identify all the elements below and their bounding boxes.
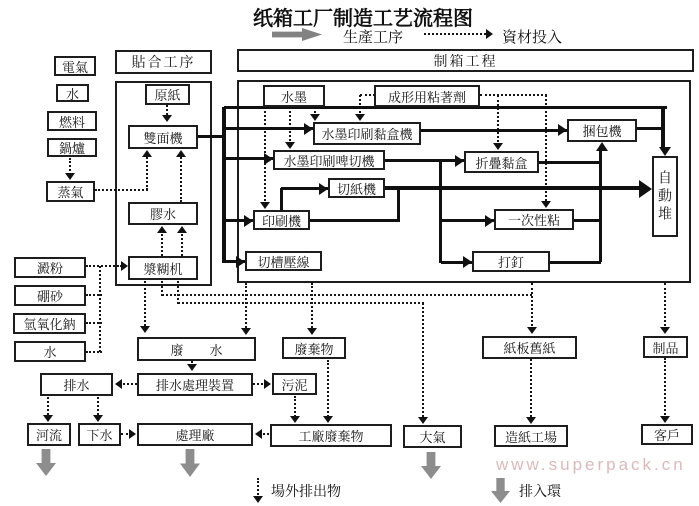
flow-node-heliu bbox=[27, 423, 71, 446]
flow-node-label-shuangmianji: 雙面機 bbox=[143, 130, 183, 146]
flow-node-label-kunbaoji: 捆包機 bbox=[582, 124, 622, 139]
flow-node-label-pieqieji: 水墨印刷啤切機 bbox=[283, 153, 375, 169]
flow-node-kehu bbox=[641, 424, 693, 445]
arrowhead-down-icon bbox=[241, 328, 251, 335]
flow-node-label-qiezhiji: 切紙機 bbox=[336, 181, 376, 197]
arrowhead-right-icon bbox=[121, 261, 128, 271]
flow-node-label-zidongdui: 自動堆 bbox=[657, 169, 673, 224]
flow-line-dotted bbox=[480, 94, 547, 96]
legend-material-label: 資材投入 bbox=[502, 29, 563, 46]
flow-line-solid bbox=[222, 107, 226, 263]
flow-node-label-yuanzhi: 原紙 bbox=[154, 88, 181, 103]
flow-line-solid bbox=[310, 219, 400, 222]
flow-line-solid bbox=[198, 135, 225, 138]
flow-line-dotted bbox=[530, 359, 532, 421]
env-discharge-arrow-icon bbox=[36, 449, 56, 476]
arrowhead-down-icon bbox=[355, 114, 365, 121]
flow-node-label-chulichang: 處理廠 bbox=[175, 428, 215, 443]
flow-node-label-chengxing: 成形用粘著劑 bbox=[387, 89, 466, 105]
flow-node-tiehe-header bbox=[115, 50, 212, 74]
flow-line-solid bbox=[397, 189, 400, 220]
flow-node-feishui bbox=[137, 337, 256, 361]
flow-node-label-nianheji: 水墨印刷黏盒機 bbox=[321, 127, 413, 142]
flow-node-zaozhichang bbox=[494, 425, 568, 447]
arrowhead-right-icon bbox=[319, 183, 328, 195]
arrowhead-down-icon bbox=[260, 202, 270, 209]
arrowhead-down-icon bbox=[323, 416, 333, 423]
flow-line-dotted bbox=[664, 358, 666, 419]
flow-node-label-heliu: 河流 bbox=[35, 428, 62, 443]
flow-line-solid bbox=[226, 127, 313, 130]
flow-line-solid bbox=[574, 219, 601, 222]
arrowhead-right-icon bbox=[129, 429, 136, 439]
flow-node-yuanzhi bbox=[145, 84, 190, 105]
arrowhead-right-icon bbox=[264, 379, 271, 389]
flow-line-dotted bbox=[86, 265, 122, 267]
arrowhead-right-icon bbox=[236, 256, 245, 268]
flow-node-label-zhengqi: 蒸氣 bbox=[57, 185, 84, 200]
page-title: 纸箱工厂制造工艺流程图 bbox=[253, 8, 473, 30]
flow-node-dianfen bbox=[14, 257, 86, 278]
flow-node-yinshuaji bbox=[253, 210, 310, 230]
flow-node-label-zhipin: 制品 bbox=[652, 340, 679, 356]
flow-node-label-wuni: 污泥 bbox=[281, 377, 308, 393]
flow-node-yicixing bbox=[494, 209, 574, 230]
arrowhead-up-icon bbox=[176, 150, 186, 157]
arrowhead-down-icon bbox=[65, 173, 75, 180]
flow-node-zhixiang-header bbox=[237, 49, 694, 72]
arrowhead-up-icon bbox=[596, 142, 608, 151]
arrowhead-down-icon bbox=[140, 326, 150, 333]
arrowhead-down-icon bbox=[526, 417, 536, 424]
flow-line-solid bbox=[280, 188, 283, 211]
flow-line-dotted bbox=[531, 283, 533, 330]
arrowhead-down-icon bbox=[187, 364, 197, 371]
flow-node-jianghuji bbox=[128, 256, 198, 280]
flow-line-solid bbox=[439, 160, 442, 263]
arrowhead-up-icon bbox=[177, 226, 187, 233]
flow-line-dotted bbox=[245, 283, 247, 331]
flow-line-solid bbox=[421, 129, 567, 132]
arrowhead-up-icon bbox=[142, 150, 152, 157]
flow-node-pengsha bbox=[14, 285, 86, 306]
arrowhead-down-icon bbox=[659, 147, 671, 156]
flow-line-solid bbox=[550, 261, 601, 264]
flow-node-shui-top bbox=[56, 84, 89, 102]
legend-production-label: 生產工序 bbox=[343, 29, 404, 46]
flow-node-label-jiaoshui: 膠水 bbox=[149, 207, 176, 222]
arrowhead-right-icon bbox=[455, 155, 464, 167]
flow-line-solid bbox=[599, 148, 602, 262]
watermark: www.superpack.cn bbox=[496, 455, 686, 474]
flow-node-gongchangfeiqiwu bbox=[270, 424, 392, 447]
arrowhead-down-icon bbox=[541, 201, 551, 208]
flow-node-shuangmianji bbox=[128, 125, 198, 149]
flow-node-xiashui bbox=[78, 423, 121, 446]
flow-node-pieqieji bbox=[273, 150, 385, 170]
flow-line-dotted bbox=[144, 281, 146, 329]
flow-line-dotted bbox=[360, 94, 375, 96]
flow-node-label-feishui: 廢 水 bbox=[170, 342, 223, 358]
flow-node-label-paishui: 排水 bbox=[63, 378, 90, 393]
arrowhead-right-icon bbox=[463, 256, 472, 268]
arrowhead-right-icon bbox=[485, 215, 494, 227]
arrowhead-right-icon bbox=[244, 215, 253, 227]
flow-line-dotted bbox=[95, 189, 148, 191]
flow-line-dotted bbox=[99, 266, 101, 352]
arrowhead-right-icon bbox=[264, 153, 273, 165]
flow-node-label-xiashui: 下水 bbox=[86, 428, 113, 443]
arrowhead-down-icon bbox=[253, 496, 263, 503]
flow-node-zhibanjiuzhi bbox=[482, 336, 577, 359]
env-discharge-arrow-icon bbox=[180, 449, 200, 477]
flow-node-ranliao bbox=[47, 111, 97, 131]
flow-line-dotted bbox=[86, 351, 102, 353]
flow-line-dotted bbox=[664, 283, 666, 330]
flow-node-label-daqi: 大氣 bbox=[419, 430, 446, 445]
arrowhead-down-icon bbox=[660, 416, 670, 423]
flow-line-dotted bbox=[162, 294, 532, 296]
flow-line-dotted bbox=[86, 294, 102, 296]
flow-line-dotted bbox=[422, 303, 424, 421]
flow-line-dotted bbox=[311, 283, 313, 331]
flow-node-label-dading: 打釘 bbox=[497, 255, 524, 270]
flow-node-paishuizhuangzhi bbox=[137, 373, 253, 396]
flow-node-paishui bbox=[40, 373, 113, 396]
flow-line-dotted bbox=[180, 154, 182, 202]
flow-node-label-zhibanjiuzhi: 紙板舊紙 bbox=[503, 341, 556, 356]
flow-node-label-shuimo: 水墨 bbox=[280, 89, 307, 105]
flow-node-label-kehu: 客戶 bbox=[653, 428, 680, 443]
flow-node-qingyanghuana bbox=[13, 313, 86, 334]
flow-line-dotted bbox=[177, 281, 179, 304]
flow-line-dotted bbox=[146, 154, 148, 190]
arrowhead-down-icon bbox=[493, 143, 503, 150]
flow-line-dotted bbox=[327, 360, 329, 420]
flow-line-solid bbox=[637, 127, 665, 130]
arrowhead-right-icon bbox=[558, 124, 567, 136]
flow-node-label-zhedie: 折疊黏盒 bbox=[475, 155, 528, 171]
arrowhead-down-icon bbox=[660, 327, 670, 334]
arrowhead-down-icon bbox=[93, 415, 103, 422]
arrowhead-down-icon bbox=[307, 328, 317, 335]
flow-node-daqi bbox=[403, 425, 462, 448]
arrowhead-right-icon bbox=[304, 123, 313, 135]
legend-discharge-label: 排入環 bbox=[519, 483, 561, 499]
flow-node-qiecao bbox=[245, 251, 322, 271]
env-discharge-arrow-icon bbox=[491, 478, 510, 503]
arrowhead-down-icon bbox=[527, 327, 537, 334]
flow-line-solid bbox=[539, 161, 602, 164]
flow-node-guolu bbox=[47, 138, 97, 157]
flow-node-label-ranliao: 燃料 bbox=[58, 114, 85, 130]
arrowhead-up-icon bbox=[157, 226, 167, 233]
flow-node-wuni bbox=[272, 373, 317, 395]
arrowhead-down-icon bbox=[43, 415, 53, 422]
arrowhead-down-icon bbox=[285, 142, 295, 149]
flow-node-zhedie bbox=[464, 151, 539, 173]
flow-node-zidongdui bbox=[652, 156, 678, 237]
flow-node-label-yicixing: 一次性粘 bbox=[507, 213, 560, 228]
flow-node-label-dianfen: 澱粉 bbox=[36, 261, 63, 276]
flow-node-chengxing bbox=[374, 85, 480, 107]
flow-line-dotted bbox=[181, 229, 183, 256]
flow-line-dotted bbox=[178, 302, 424, 304]
flow-node-label-dianqi: 電氣 bbox=[61, 59, 88, 75]
arrowhead-left-icon bbox=[255, 429, 262, 439]
arrowhead-right-icon bbox=[639, 180, 652, 198]
flow-node-label-paishuizhuangzhi: 排水處理裝置 bbox=[155, 378, 234, 393]
flow-node-label-zaozhichang: 造紙工場 bbox=[504, 429, 557, 445]
flow-node-label-zhixiang-header: 制箱工程 bbox=[433, 52, 498, 69]
arrowhead-right-icon bbox=[486, 29, 493, 39]
flow-node-label-tiehe-header: 貼合工序 bbox=[131, 54, 196, 70]
flow-node-label-gongchangfeiqiwu: 工廠廢棄物 bbox=[298, 429, 364, 444]
flow-node-zhengqi bbox=[46, 181, 95, 202]
flow-line-solid bbox=[385, 186, 641, 190]
flow-line-dotted bbox=[161, 229, 163, 256]
flow-node-label-yinshuaji: 印刷機 bbox=[261, 213, 301, 229]
flow-node-label-guolu: 鍋爐 bbox=[58, 141, 85, 156]
flow-line-dotted bbox=[289, 107, 291, 145]
flow-line-dotted bbox=[86, 322, 102, 324]
legend-offsite-label: 場外排出物 bbox=[271, 483, 341, 499]
flow-node-dading bbox=[472, 251, 550, 272]
flow-node-shui-bottom bbox=[14, 341, 86, 362]
flow-node-label-qingyanghuana: 氫氧化鈉 bbox=[23, 317, 76, 332]
flow-node-feiqiwu bbox=[282, 337, 346, 359]
flow-node-chulichang bbox=[137, 423, 253, 446]
flow-node-label-qiecao: 切槽壓線 bbox=[257, 254, 310, 270]
flow-node-label-pengsha: 硼砂 bbox=[36, 289, 63, 304]
flow-node-label-feiqiwu: 廢棄物 bbox=[294, 341, 334, 357]
arrowhead-down-icon bbox=[290, 416, 300, 423]
flow-line-solid bbox=[385, 159, 464, 162]
flow-node-nianheji bbox=[313, 122, 421, 145]
flow-node-shuimo bbox=[263, 85, 325, 107]
flow-node-label-shui-top: 水 bbox=[65, 86, 79, 102]
arrowhead-down-icon bbox=[418, 417, 428, 424]
arrowhead-down-icon bbox=[310, 114, 320, 121]
flow-node-label-shui-bottom: 水 bbox=[43, 345, 57, 360]
flow-node-zhipin bbox=[643, 336, 688, 358]
arrowhead-down-icon bbox=[162, 115, 172, 122]
arrowhead-left-icon bbox=[115, 379, 122, 389]
env-discharge-arrow-icon bbox=[421, 452, 441, 479]
flow-line-dotted bbox=[497, 95, 499, 146]
flow-line-dotted bbox=[424, 33, 486, 35]
flow-node-kunbaoji bbox=[567, 119, 637, 142]
flow-node-dianqi bbox=[54, 56, 96, 76]
flow-node-jiaoshui bbox=[128, 202, 198, 225]
flow-node-qiezhiji bbox=[328, 178, 385, 198]
flow-node-label-jianghuji: 漿糊机 bbox=[143, 261, 183, 277]
